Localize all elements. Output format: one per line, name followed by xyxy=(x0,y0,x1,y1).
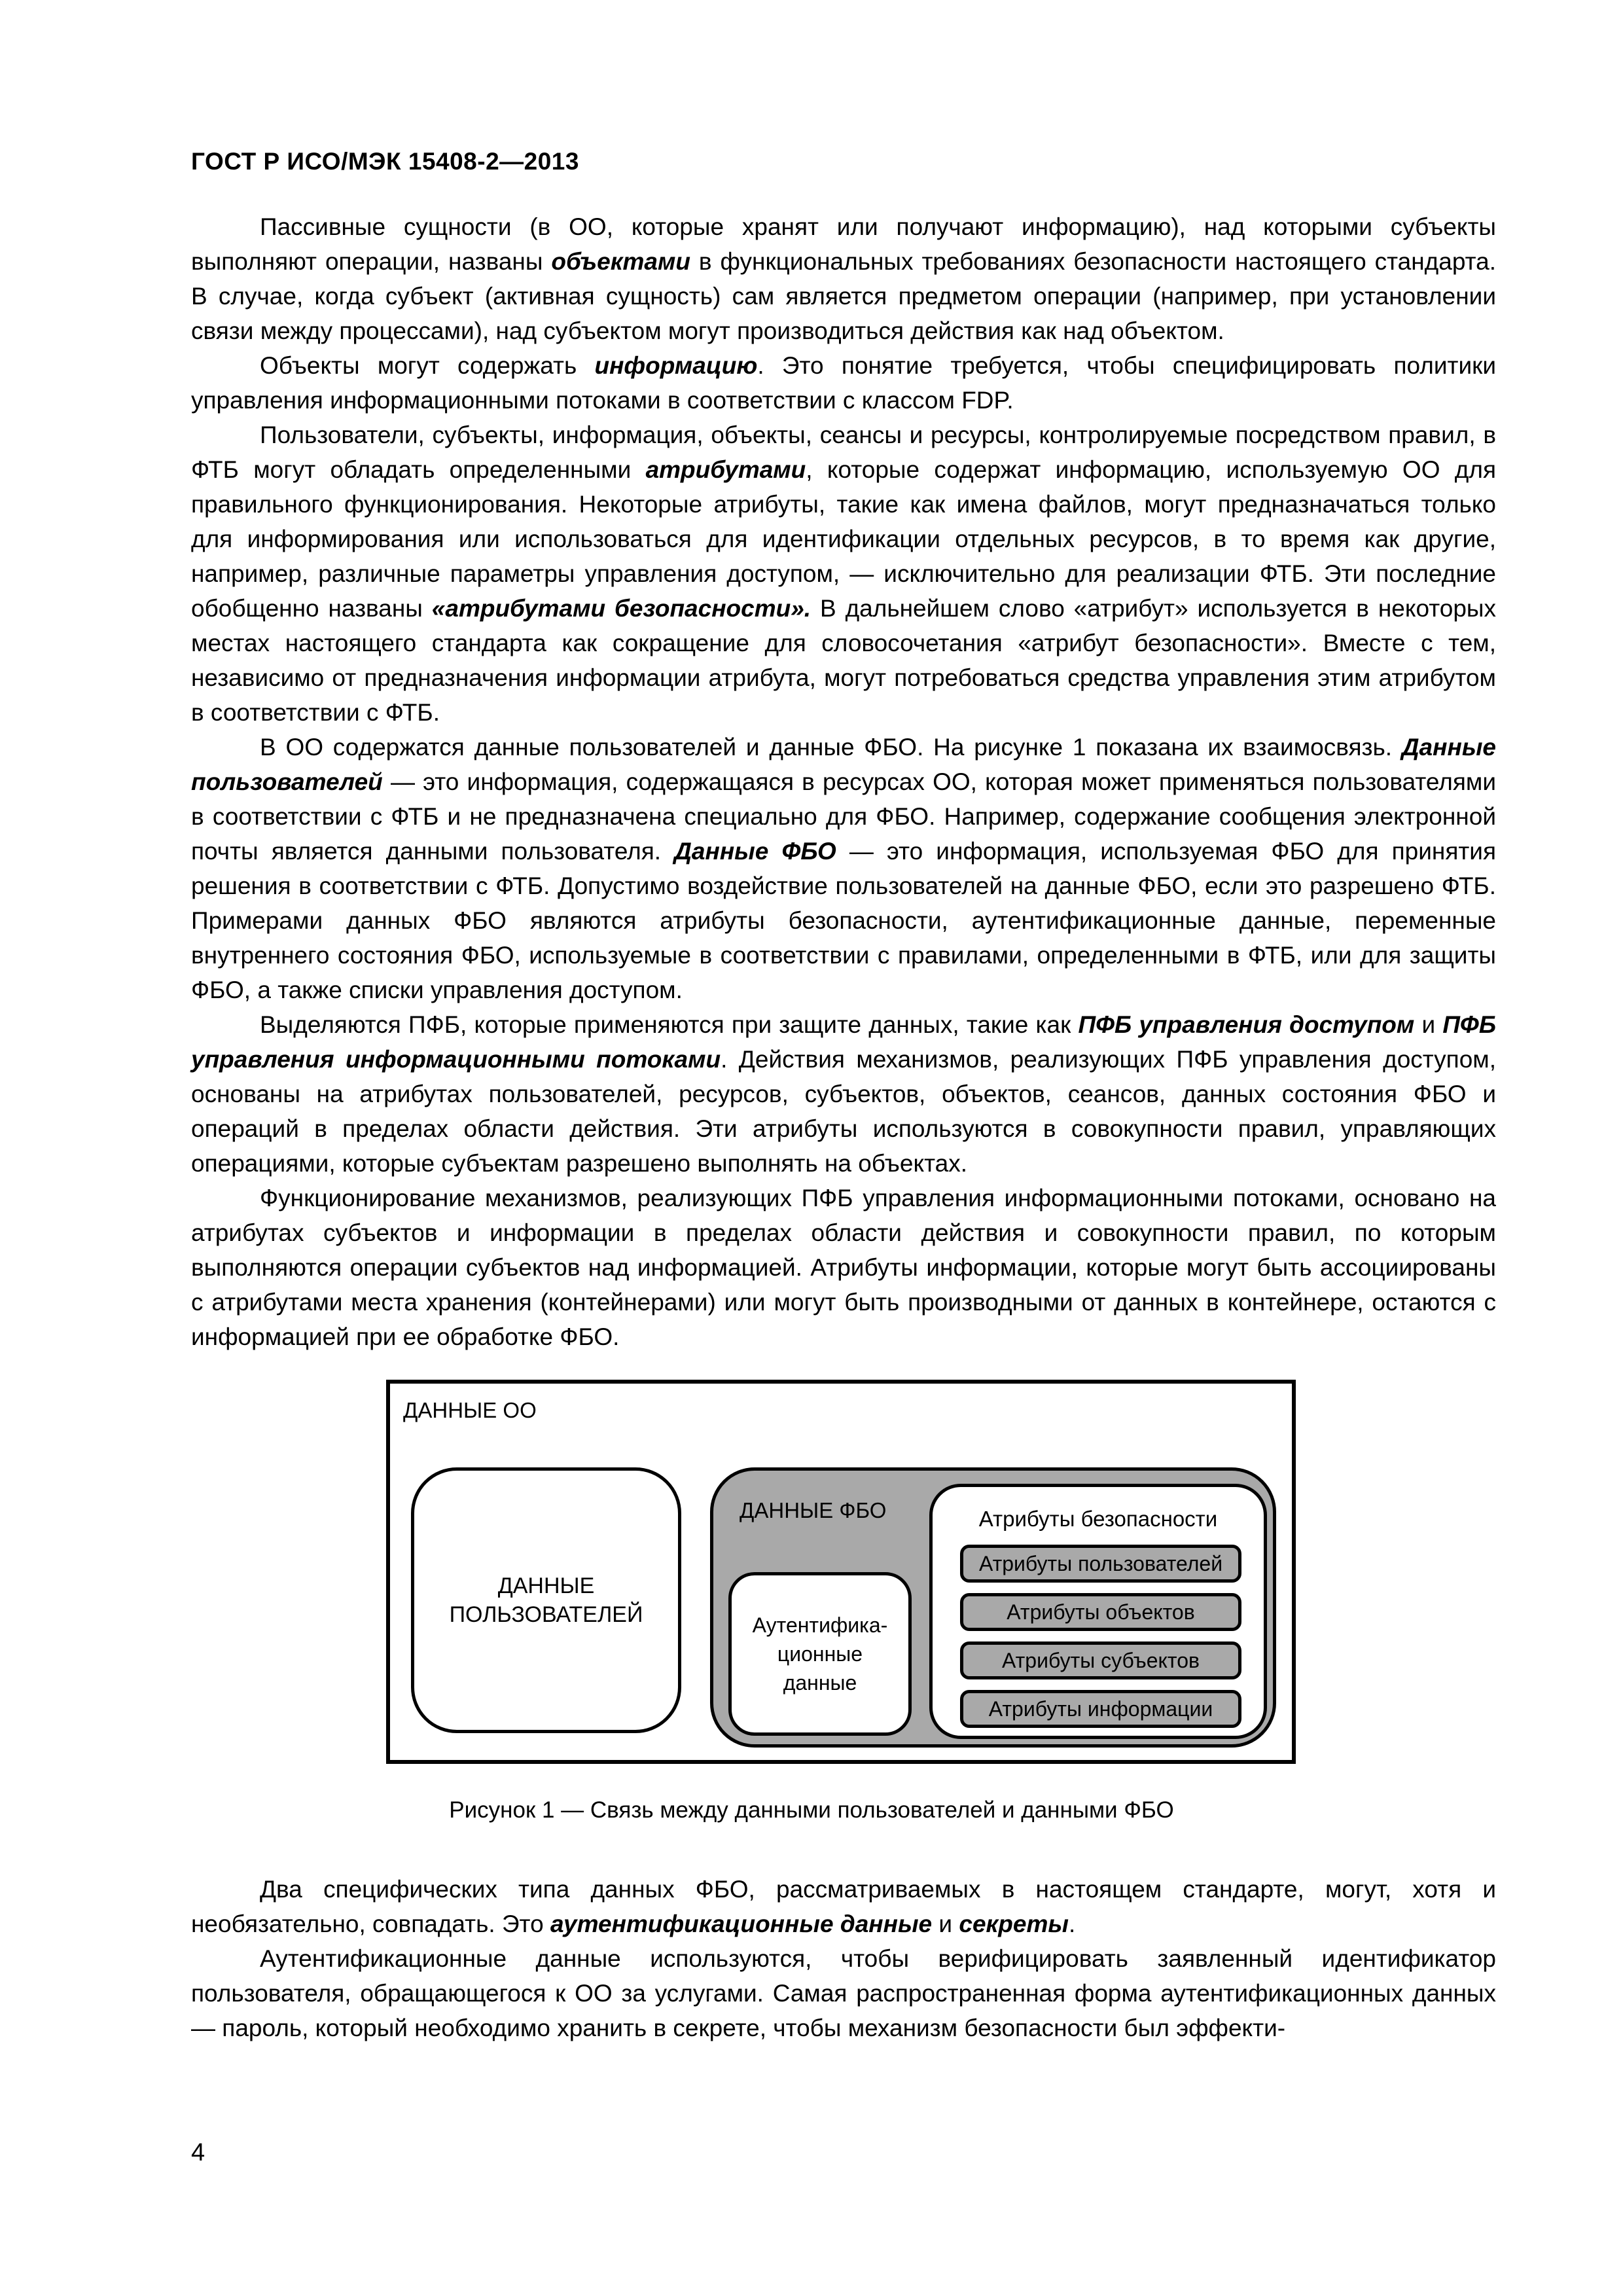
attr-objects-label: Атрибуты объектов xyxy=(1007,1600,1195,1624)
figure-title: ДАННЫЕ ОО xyxy=(403,1398,537,1422)
text-run: . xyxy=(1068,1910,1076,1937)
security-attributes-title: Атрибуты безопасности xyxy=(978,1507,1218,1531)
body-text-top xyxy=(191,209,1496,1354)
attr-users-box xyxy=(960,1545,1241,1583)
user-data-line-2: ПОЛЬЗОВАТЕЛЕЙ xyxy=(449,1602,643,1627)
tsf-data-box xyxy=(710,1467,1276,1748)
text-run: . Действия механизмов, реализующих ПФБ управления доступом, основаны на атрибутах пользователей, ресурсов, субъектов, объектов, сеансов, данных состояния ФБО и операций в пределах области действия. Эти атрибуты используются в совокупности правил, управляющих операциями, которые субъектам разрешено выполнять на объектах. xyxy=(191,1046,1496,1177)
term-objects: объектами xyxy=(551,248,690,275)
paragraph-3 xyxy=(191,418,1496,730)
attr-users-label: Атрибуты пользователей xyxy=(978,1551,1223,1575)
paragraph-1 xyxy=(191,209,1496,348)
text-run: Пользователи, субъекты, информация, объекты, сеансы и ресурсы, контролируемые посредством правил, в ФТБ могут обладать определенными xyxy=(191,422,1496,483)
text-run: — это информация, используемая ФБО для принятия решения в соответствии с ФТБ. Допустимо воздействие пользователей на данные ФБО, если это разрешено ФТБ. Примерами данных ФБО являются атрибуты безопасности, аутентификационные данные, переменные внутреннего состояния ФБО, используемые в соответствии с правилами, определенными в ФТБ, или для защиты ФБО, а также списки управления доступом. xyxy=(191,838,1497,1003)
text-run: Объекты могут содержать xyxy=(260,352,595,379)
user-data-label xyxy=(450,1571,643,1629)
attr-subjects-label: Атрибуты субъектов xyxy=(1001,1648,1200,1672)
term-attributes: атрибутами xyxy=(645,456,806,483)
paragraph-5 xyxy=(191,1007,1496,1181)
term-security-attributes: «атрибутами безопасности». xyxy=(431,595,812,622)
page-number: 4 xyxy=(191,2139,205,2166)
text-run: Два специфических типа данных ФБО, рассматриваемых в настоящем стандарте, могут, хотя и необязательно, совпадать. Это xyxy=(191,1876,1496,1937)
paragraph-6: Функционирование механизмов, реализующих ПФБ управления информационными потоками, основано на атрибутах субъектов и информации в пределах области действия и совокупности правил, по которым выполняются операции субъектов над информацией. Атрибуты информации, которые могут быть ассоциированы с атрибутами места хранения (контейнерами) или могут быть производными от данных в контейнере, остаются с информацией при ее обработке ФБО. xyxy=(191,1185,1496,1350)
text-run: и xyxy=(1414,1011,1443,1038)
attr-objects-box xyxy=(960,1593,1241,1631)
text-run: Выделяются ПФБ, которые применяются при защите данных, такие как xyxy=(260,1011,1079,1038)
attr-information-label: Атрибуты информации xyxy=(988,1696,1213,1721)
paragraph-2 xyxy=(191,348,1496,418)
text-run: . Это понятие требуется, чтобы специфицировать политики управления информационными потоками в соответствии с классом FDP. xyxy=(191,352,1496,414)
attr-subjects-box xyxy=(960,1641,1241,1679)
text-run: в функциональных требованиях безопасности настоящего стандарта. В случае, когда субъект (активная сущность) сам является предметом операции (например, при установлении связи между процессами), над субъектом могут производиться действия как над объектом. xyxy=(191,248,1496,344)
auth-data-label xyxy=(753,1611,888,1697)
tsf-data-title: ДАННЫЕ ФБО xyxy=(740,1498,887,1522)
text-run: Пассивные сущности (в ОО, которые хранят или получают информацию), над которыми субъекты выполняют операции, названы xyxy=(191,213,1496,275)
paragraph-8: Аутентификационные данные используются, чтобы верифицировать заявленный идентификатор пользователя, обращающегося к ОО за услугами. Самая распространенная форма аутентификационных данных — пароль, который необходимо хранить в секрете, чтобы механизм безопасности был эффекти- xyxy=(191,1945,1496,2041)
attr-information-box xyxy=(960,1690,1241,1728)
term-secrets: секреты xyxy=(959,1910,1069,1937)
term-auth-data: аутентификационные данные xyxy=(550,1910,933,1937)
auth-line-1: Аутентифика- xyxy=(752,1613,888,1637)
term-info-flow-sfp: ПФБ управления информационными потоками xyxy=(191,1011,1497,1073)
figure-caption: Рисунок 1 — Связь между данными пользователей и данными ФБО xyxy=(449,1797,1174,1823)
body-text-bottom xyxy=(191,1872,1496,2045)
auth-data-box xyxy=(728,1572,912,1736)
text-run: В дальнейшем слово «атрибут» используется в некоторых местах настоящего стандарта как сокращение для словосочетания «атрибут безопасности». Вместе с тем, независимо от предназначения информации атрибута, могут потребоваться средства управления этим атрибутом в соответствии с ФТБ. xyxy=(191,595,1496,726)
text-run: , которые содержат информацию, используемую ОО для правильного функционирования. Некоторые атрибуты, такие как имена файлов, могут предназначаться только для информирования или использоваться для идентификации отдельных ресурсов, в то время как другие, например, различные параметры управления доступом, — исключительно для реализации ФТБ. Эти последние обобщенно названы xyxy=(191,456,1496,622)
term-user-data: Данные пользователей xyxy=(191,734,1496,795)
text-run: В ОО содержатся данные пользователей и данные ФБО. На рисунке 1 показана их взаимосвязь. xyxy=(260,734,1402,761)
term-tsf-data: Данные ФБО xyxy=(674,838,836,865)
security-attributes-box xyxy=(929,1484,1267,1739)
text-run: — это информация, содержащаяся в ресурсах ОО, которая может применяться пользователями в соответствии с ФТБ и не предназначена специально для ФБО. Например, содержание сообщения электронной почты является данными пользователя. xyxy=(191,768,1496,865)
figure-toe-data xyxy=(386,1380,1296,1764)
paragraph-7 xyxy=(191,1872,1496,1941)
term-information: информацию xyxy=(594,352,758,379)
user-data-line-1: ДАННЫЕ xyxy=(497,1573,595,1598)
auth-line-3: данные xyxy=(783,1671,857,1695)
paragraph-4 xyxy=(191,730,1496,1007)
term-access-control-sfp: ПФБ управления доступом xyxy=(1078,1011,1415,1038)
document-header: ГОСТ Р ИСО/МЭК 15408-2—2013 xyxy=(191,148,579,175)
auth-line-2: ционные xyxy=(777,1642,863,1666)
user-data-box xyxy=(411,1467,681,1733)
text-run: и xyxy=(932,1910,959,1937)
